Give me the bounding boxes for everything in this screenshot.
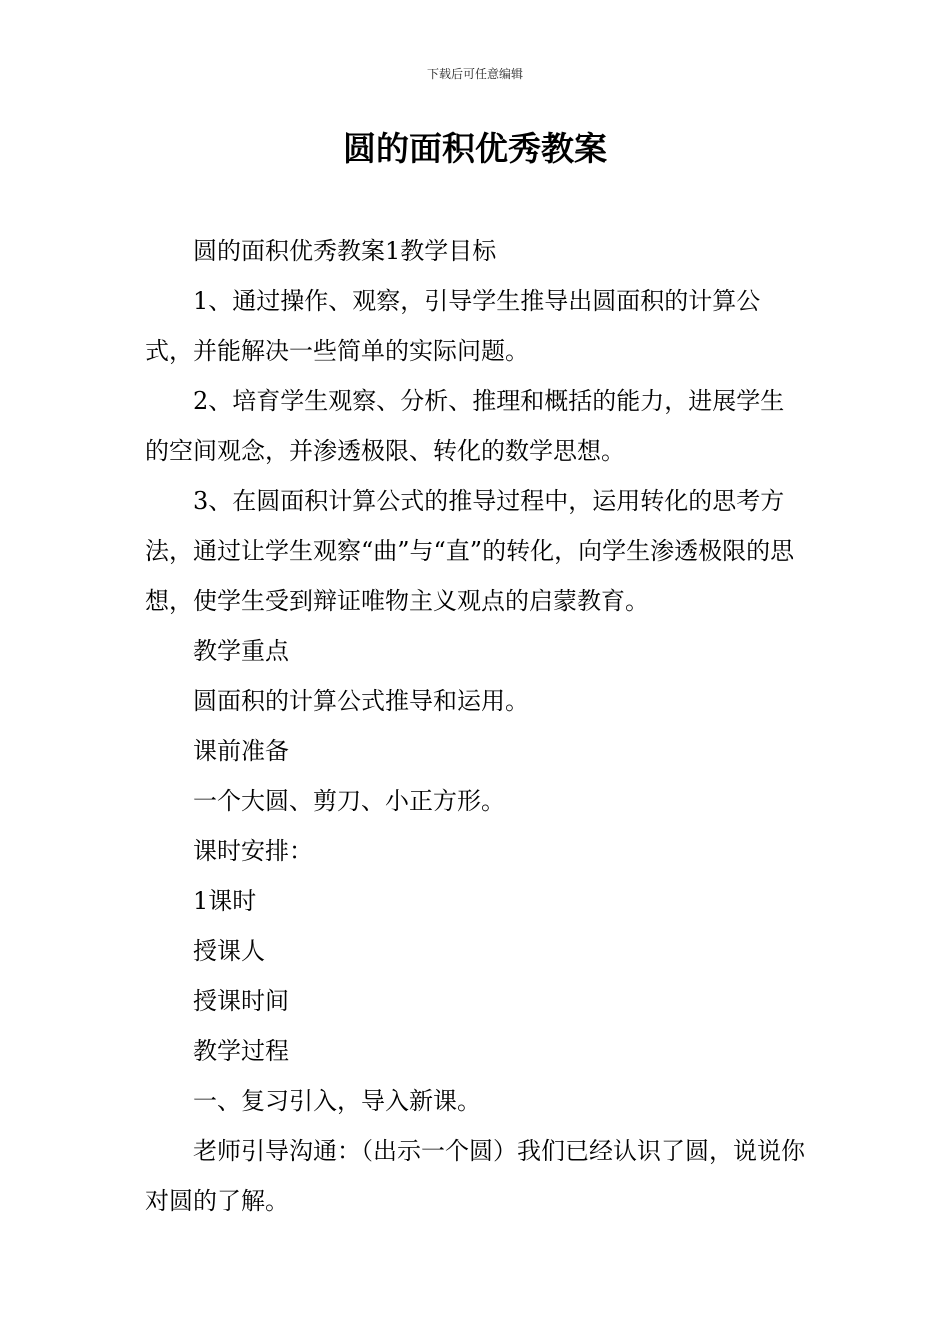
- paragraph-schedule: 1课时: [193, 887, 257, 915]
- paragraph-key-point: 圆面积的计算公式推导和运用。: [193, 687, 529, 715]
- paragraph-preparation: 一个大圆、剪刀、小正方形。: [193, 787, 505, 815]
- paragraph-process-heading: 教学过程: [193, 1037, 289, 1065]
- paragraph-section-heading: 圆的面积优秀教案1教学目标: [193, 237, 497, 265]
- paragraph-step-1: 一、复习引入，导入新课。: [193, 1087, 481, 1115]
- paragraph-objective-3: 3、在圆面积计算公式的推导过程中，运用转化的思考方法，通过让学生观察“曲”与“直”的转化，向学生渗透极限的思想，使学生受到辩证唯物主义观点的启蒙教育。: [145, 487, 795, 615]
- paragraph-time: 授课时间: [193, 987, 289, 1015]
- paragraph-step-1-detail: 老师引导沟通：（出示一个圆）我们已经认识了圆，说说你对圆的了解。: [145, 1137, 805, 1215]
- paragraph-preparation-heading: 课前准备: [193, 737, 289, 765]
- paragraph-objective-2: 2、培育学生观察、分析、推理和概括的能力，进展学生的空间观念，并渗透极限、转化的数学思想。: [145, 387, 785, 465]
- paragraph-schedule-heading: 课时安排：: [193, 837, 313, 865]
- document-body: [145, 226, 807, 1226]
- header-note: 下载后可任意编辑: [426, 67, 523, 81]
- paragraph-teacher: 授课人: [193, 937, 265, 965]
- paragraph-key-point-heading: 教学重点: [193, 637, 289, 665]
- paragraph-objective-1: 1、通过操作、观察，引导学生推导出圆面积的计算公式，并能解决一些简单的实际问题。: [145, 287, 761, 365]
- document-title: 圆的面积优秀教案: [343, 129, 607, 168]
